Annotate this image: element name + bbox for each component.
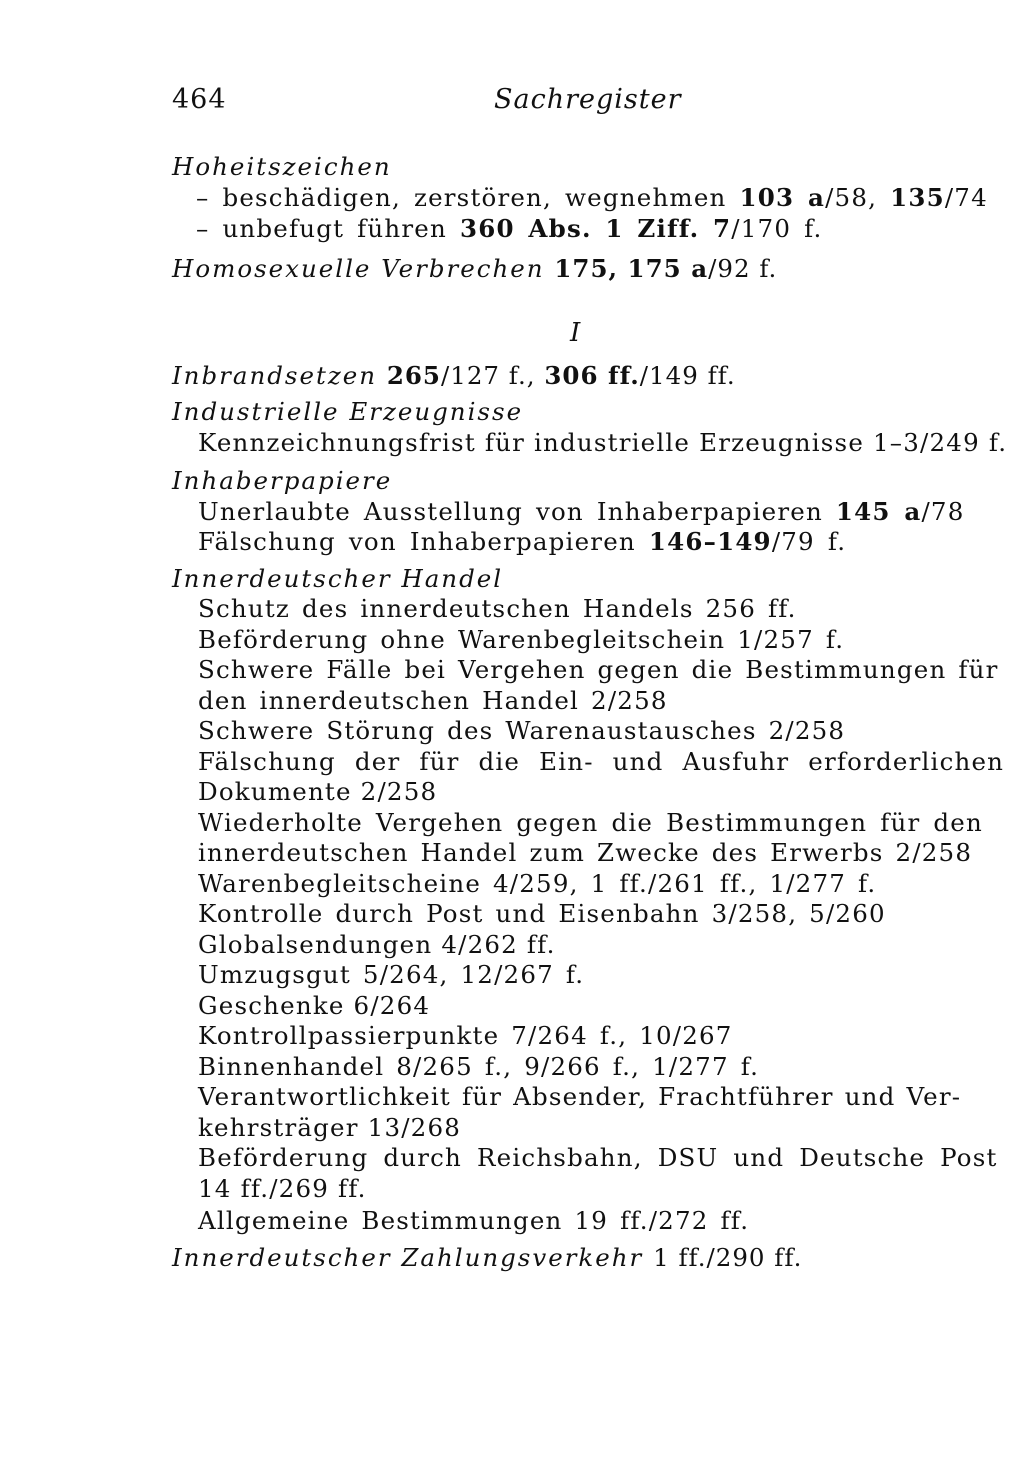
sub-entry-continuation: den innerdeutschen Handel 2/258 (198, 686, 668, 715)
sub-entry: Warenbegleitscheine 4/259, 1 ff./261 ff., 1/277 f. (198, 869, 877, 898)
sub-entry-continuation: Dokumente 2/258 (198, 777, 438, 806)
sub-entry: Kennzeichnungsfrist für industrielle Erzeugnisse 1–3/249 f. (198, 428, 1008, 457)
sub-entry: – beschädigen, zerstören, wegnehmen 103 a/58, 135/74 (196, 183, 988, 212)
sub-entry: Unerlaubte Ausstellung von Inhaberpapieren 145 a/78 (198, 497, 965, 526)
running-title: Sachregister (494, 84, 682, 115)
sub-entry: Verantwortlichkeit für Absender, Frachtführer und Ver- (198, 1082, 962, 1111)
sub-entry: Kontrolle durch Post und Eisenbahn 3/258, 5/260 (198, 899, 886, 928)
sub-entry: Wiederholte Vergehen gegen die Bestimmungen für den (198, 808, 983, 837)
entry-term: Inhaberpapiere (172, 466, 393, 495)
sub-entry: Binnenhandel 8/265 f., 9/266 f., 1/277 f. (198, 1052, 760, 1081)
sub-entry-continuation: innerdeutschen Handel zum Zwecke des Erwerbs 2/258 (198, 838, 973, 867)
sub-entry: Fälschung von Inhaberpapieren 146–149/79 f. (198, 527, 847, 556)
sub-entry: Schwere Fälle bei Vergehen gegen die Bestimmungen für (198, 655, 999, 684)
page-header (172, 84, 992, 124)
sub-entry-continuation: 14 ff./269 ff. (198, 1174, 367, 1203)
index-entry-hoheitszeichen (172, 152, 392, 181)
entry-term: Industrielle Erzeugnisse (172, 397, 524, 426)
index-entry-industrielle-erzeugnisse (172, 397, 523, 426)
entry-term: Innerdeutscher Zahlungsverkehr (172, 1243, 644, 1272)
sub-entry-continuation: kehrsträger 13/268 (198, 1113, 462, 1142)
sub-entry: Umzugsgut 5/264, 12/267 f. (198, 960, 585, 989)
entry-term: Inbrandsetzen (172, 361, 378, 390)
sub-entry: Beförderung durch Reichsbahn, DSU und Deutsche Post (198, 1143, 998, 1172)
page-number: 464 (172, 84, 227, 115)
sub-entry: Schutz des innerdeutschen Handels 256 ff. (198, 594, 797, 623)
entry-term: Innerdeutscher Handel (172, 564, 504, 593)
index-entry-innerdeutscher-handel (172, 564, 503, 593)
index-entry-homosexuelle-verbrechen: Homosexuelle Verbrechen 175, 175 a/92 f. (172, 254, 778, 283)
entry-term: Hoheitszeichen (172, 152, 392, 181)
sub-entry: Schwere Störung des Warenaustausches 2/258 (198, 716, 846, 745)
sub-entry: Geschenke 6/264 (198, 991, 431, 1020)
index-entry-inbrandsetzen: Inbrandsetzen 265/127 f., 306 ff./149 ff. (172, 361, 736, 390)
sub-entry: Beförderung ohne Warenbegleitschein 1/257 f. (198, 625, 845, 654)
index-entry-innerdeutscher-zahlungsverkehr: Innerdeutscher Zahlungsverkehr 1 ff./290 ff. (172, 1243, 803, 1272)
sub-entry: Allgemeine Bestimmungen 19 ff./272 ff. (198, 1206, 750, 1235)
sub-entry: – unbefugt führen 360 Abs. 1 Ziff. 7/170 f. (196, 214, 823, 243)
section-letter: I (570, 318, 582, 348)
index-entry-inhaberpapiere (172, 466, 392, 495)
sub-entry: Fälschung der für die Ein- und Ausfuhr erforderlichen (198, 747, 1005, 776)
sub-entry: Globalsendungen 4/262 ff. (198, 930, 556, 959)
entry-term: Homosexuelle Verbrechen (172, 254, 545, 283)
sub-entry: Kontrollpassierpunkte 7/264 f., 10/267 (198, 1021, 733, 1050)
